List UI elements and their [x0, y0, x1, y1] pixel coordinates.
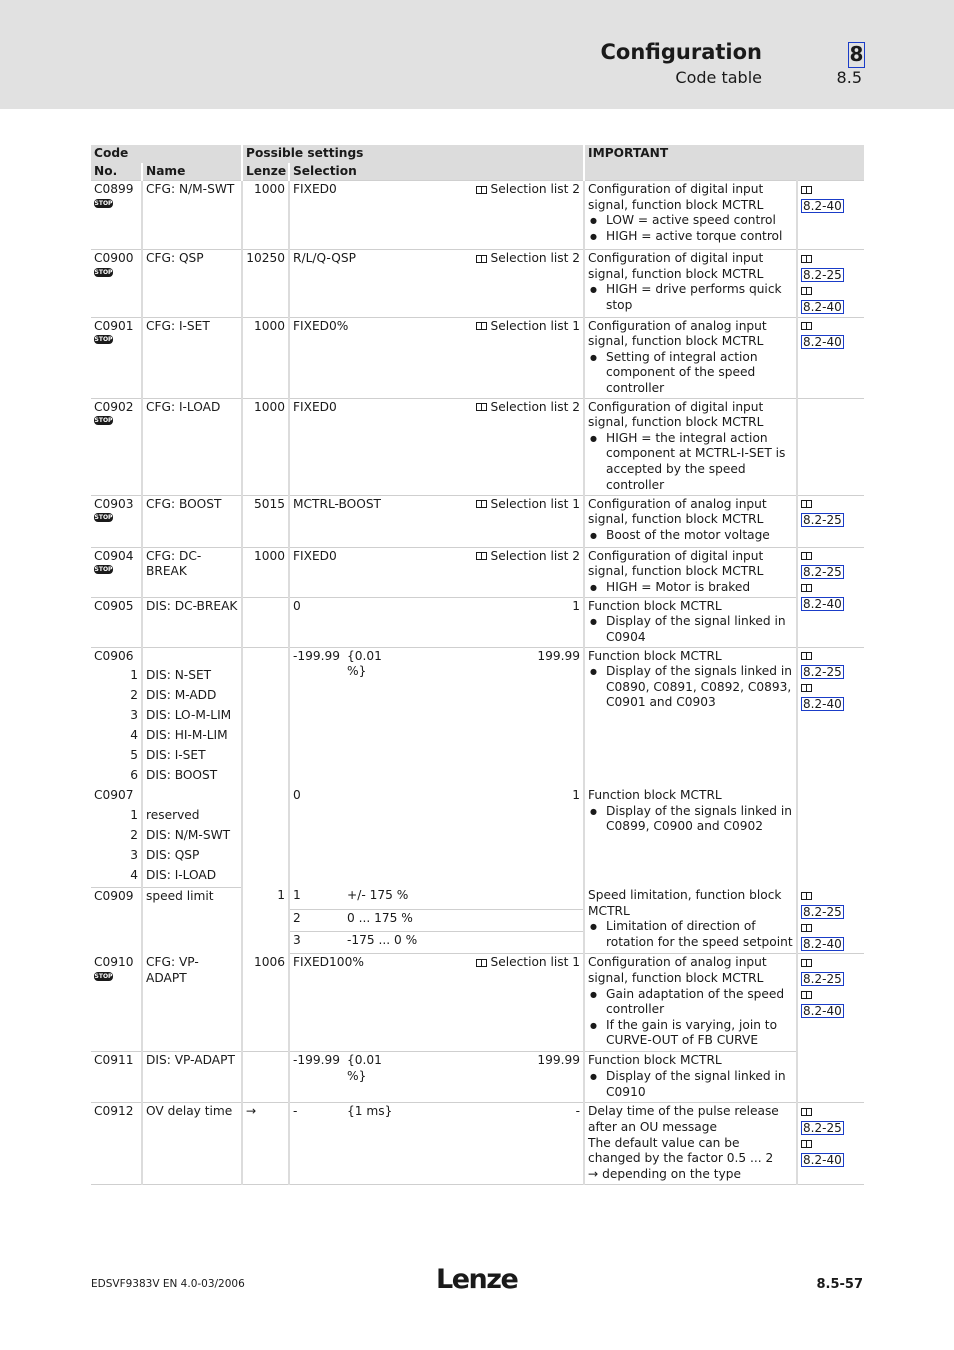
important-text: Configuration of digital input signal, function block MCTRL — [588, 251, 764, 281]
important-note: → depending on the type — [588, 1166, 741, 1181]
reference-link[interactable]: 8.2-40 — [803, 697, 842, 712]
option-label: -175 ... 0 % — [344, 931, 584, 954]
range-min: 0 — [289, 787, 344, 887]
range-max: 199.99 — [537, 648, 581, 663]
book-icon — [476, 322, 487, 330]
option-label: +/- 175 % — [344, 887, 584, 910]
subcode-name: DIS: N-SET — [142, 667, 242, 687]
range-unit — [344, 787, 406, 887]
code-cell — [91, 250, 142, 317]
reference-cell — [797, 787, 864, 887]
important-text: Function block MCTRL — [588, 648, 722, 663]
code-number: C0906 — [94, 648, 134, 663]
book-icon — [801, 684, 812, 692]
header-no: No. — [91, 163, 142, 181]
lenze-value: 1000 — [242, 181, 289, 250]
option-value: 2 — [289, 910, 344, 932]
code-name: OV delay time — [142, 1103, 242, 1185]
important-cell — [584, 887, 797, 954]
range-min: -199.99 — [289, 647, 344, 787]
selection-list-label: Selection list 2 — [490, 548, 581, 563]
bullet-item: ● Display of the signals linked in C0899, C0900 and C0902 — [606, 804, 793, 835]
lenze-value: 1000 — [242, 317, 289, 398]
important-cell — [584, 597, 797, 647]
book-icon — [476, 403, 487, 411]
subcode-index: 6 — [130, 768, 138, 783]
book-icon — [801, 924, 812, 932]
important-cell — [584, 495, 797, 547]
code-number: C0903 — [94, 496, 134, 511]
selection-cell — [289, 547, 584, 597]
header-possible-settings: Possible settings — [242, 145, 584, 163]
code-number: C0901 — [94, 318, 134, 333]
subcode-name: DIS: N/M-SWT — [142, 827, 242, 847]
reference-link[interactable]: 8.2-40 — [803, 299, 842, 314]
option-label: 0 ... 175 % — [344, 910, 584, 932]
lenze-value: 1 — [242, 887, 289, 954]
code-cell — [91, 181, 142, 250]
document-id: EDSVF9383V EN 4.0-03/2006 — [91, 1278, 245, 1290]
table-header-row-1 — [91, 145, 864, 163]
reference-cell — [797, 181, 864, 250]
subcode-name: DIS: QSP — [142, 847, 242, 867]
code-name — [142, 787, 242, 807]
book-icon — [801, 959, 812, 967]
table-row — [91, 181, 864, 250]
reference-cell — [797, 398, 864, 495]
bullet-item: ● If the gain is varying, join to CURVE-OUT of FB CURVE — [606, 1018, 793, 1049]
subcode-index: 5 — [130, 748, 138, 763]
header-name: Name — [142, 163, 242, 181]
stop-icon: STOP — [94, 972, 113, 980]
selection-list-link[interactable] — [476, 497, 580, 513]
table-row — [91, 887, 864, 910]
important-cell — [584, 1103, 797, 1185]
reference-link[interactable]: 8.2-40 — [803, 335, 842, 350]
book-icon — [476, 500, 487, 508]
code-name: DIS: DC-BREAK — [142, 597, 242, 647]
code-name — [142, 647, 242, 667]
reference-cell — [797, 317, 864, 398]
range-min: -199.99 — [289, 1052, 344, 1103]
code-number: C0902 — [94, 399, 134, 414]
lenze-value — [242, 787, 289, 887]
code-cell — [91, 495, 142, 547]
subcode-name: DIS: I-SET — [142, 747, 242, 767]
book-icon — [801, 186, 812, 194]
code-name: CFG: VP-ADAPT — [142, 954, 242, 1052]
table-row — [91, 317, 864, 398]
bullet-item: ● Limitation of direction of rotation for the speed setpoint — [606, 919, 793, 950]
selection-list-label: Selection list 2 — [490, 399, 581, 414]
reference-cell — [797, 495, 864, 547]
range-min: 0 — [293, 598, 301, 613]
selection-value: MCTRL-BOOST — [293, 496, 382, 511]
selection-cell — [289, 495, 584, 547]
code-name: CFG: QSP — [142, 250, 242, 317]
code-number: C0910 — [94, 954, 134, 969]
important-cell — [584, 317, 797, 398]
table-row — [91, 597, 864, 647]
table-row — [91, 1052, 864, 1103]
table-row — [91, 250, 864, 317]
selection-cell — [289, 317, 584, 398]
book-icon — [801, 255, 812, 263]
stop-icon: STOP — [94, 514, 113, 522]
book-icon — [801, 287, 812, 295]
reference-cell — [797, 954, 864, 1103]
bullet-item: ● Display of the signal linked in C0904 — [606, 614, 793, 645]
bullet-item: ● HIGH = the integral action component at MCTRL-I-SET is accepted by the speed controller — [606, 431, 793, 493]
subcode-name: DIS: I-LOAD — [142, 867, 242, 887]
lenze-value: 1000 — [242, 398, 289, 495]
bullet-item: ● Boost of the motor voltage — [606, 528, 793, 544]
selection-value: FIXED0 — [293, 548, 337, 563]
subcode-name: reserved — [142, 807, 242, 827]
book-icon — [801, 552, 812, 560]
code-number: C0909 — [94, 888, 134, 903]
reference-link[interactable]: 8.2-25 — [803, 565, 842, 580]
selection-value: FIXED0 — [293, 182, 337, 197]
reference-link[interactable]: 8.2-40 — [803, 1004, 842, 1019]
important-cell — [584, 250, 797, 317]
book-icon — [801, 322, 812, 330]
page-title: Configuration — [600, 40, 762, 64]
reference-link[interactable]: 8.2-40 — [803, 198, 842, 213]
important-text: Function block MCTRL — [588, 788, 722, 803]
important-text: Function block MCTRL — [588, 598, 722, 613]
important-text: Configuration of digital input signal, function block MCTRL — [588, 182, 764, 212]
book-icon — [801, 652, 812, 660]
reference-cell — [797, 887, 864, 954]
page-number: 8.5-57 — [816, 1277, 863, 1292]
page-header — [0, 0, 954, 109]
range-min: - — [289, 1103, 344, 1185]
table-row — [91, 547, 864, 597]
table-row — [91, 954, 864, 1052]
selection-cell — [289, 398, 584, 495]
stop-icon: STOP — [94, 268, 113, 276]
book-icon — [801, 1108, 812, 1116]
subcode-index: 1 — [130, 668, 138, 683]
range-unit: {1 ms} — [344, 1103, 406, 1185]
selection-list-label: Selection list 2 — [490, 251, 581, 266]
header-lenze: Lenze — [242, 163, 289, 181]
table-row — [91, 398, 864, 495]
table-row — [91, 1103, 864, 1185]
bullet-item: ● HIGH = Motor is braked — [606, 580, 793, 596]
important-text: Delay time of the pulse release after an OU message — [588, 1104, 779, 1135]
subcode-index: 2 — [130, 688, 138, 703]
code-cell — [91, 547, 142, 597]
subcode-index: 1 — [130, 808, 138, 823]
code-name: DIS: VP-ADAPT — [142, 1052, 242, 1103]
lenze-value — [242, 1052, 289, 1103]
selection-list-link[interactable] — [476, 400, 580, 416]
lenze-value: 1006 — [242, 954, 289, 1052]
subcode-index: 3 — [130, 848, 138, 863]
lenze-logo: Lenze — [436, 1264, 518, 1295]
selection-list-label: Selection list 2 — [490, 182, 581, 197]
bullet-item: ● Display of the signals linked in C0890, C0891, C0892, C0893, C0901 and C0903 — [606, 664, 793, 711]
selection-value: FIXED0% — [293, 318, 349, 333]
section-number: 8.5 — [836, 68, 862, 87]
reference-link[interactable]: 8.2-25 — [803, 1121, 842, 1136]
code-number: C0899 — [94, 182, 134, 197]
header-important-empty — [584, 163, 864, 181]
bullet-item: ● Display of the signal linked in C0910 — [606, 1069, 793, 1100]
selection-list-link[interactable] — [476, 955, 580, 971]
book-icon — [801, 1140, 812, 1148]
code-name: CFG: N/M-SWT — [142, 181, 242, 250]
lenze-value — [242, 647, 289, 787]
reference-link[interactable]: 8.2-25 — [803, 904, 842, 919]
page-subtitle: Code table — [675, 68, 762, 87]
code-name: CFG: I-LOAD — [142, 398, 242, 495]
selection-value: FIXED100% — [293, 955, 364, 970]
selection-cell — [289, 954, 584, 1052]
important-text: Configuration of digital input signal, function block MCTRL — [588, 548, 764, 579]
option-value: 3 — [289, 931, 344, 954]
code-number: C0905 — [91, 597, 142, 647]
reference-link[interactable]: 8.2-25 — [803, 513, 842, 528]
bullet-item: ● HIGH = drive performs quick stop — [606, 282, 793, 313]
reference-cell — [797, 250, 864, 317]
range-max: - — [406, 1103, 584, 1185]
code-number: C0911 — [91, 1052, 142, 1103]
important-text: The default value can be changed by the factor 0.5 ... 2 — [588, 1135, 774, 1166]
important-cell — [584, 647, 797, 787]
chapter-number[interactable]: 8 — [849, 42, 864, 66]
selection-list-link[interactable] — [476, 182, 580, 198]
important-text: Configuration of analog input signal, function block MCTRL — [588, 496, 767, 527]
book-icon — [801, 991, 812, 999]
selection-cell — [289, 597, 584, 647]
lenze-value — [242, 597, 289, 647]
reference-link[interactable]: 8.2-25 — [803, 267, 842, 282]
subcode-index: 2 — [130, 828, 138, 843]
selection-list-link[interactable] — [476, 251, 580, 267]
selection-value: FIXED0 — [293, 399, 337, 414]
bullet-item: ● LOW = active speed control — [606, 213, 793, 229]
book-icon — [476, 552, 487, 560]
code-number: C0904 — [94, 548, 134, 563]
table-row — [91, 787, 864, 807]
book-icon — [476, 959, 487, 967]
stop-icon: STOP — [94, 199, 113, 207]
important-cell — [584, 398, 797, 495]
reference-link[interactable]: 8.2-25 — [803, 665, 842, 680]
subcode-index: 3 — [130, 708, 138, 723]
header-important: IMPORTANT — [584, 145, 864, 163]
lenze-value: → — [242, 1103, 289, 1185]
important-text: Configuration of digital input signal, function block MCTRL — [588, 399, 764, 430]
header-code: Code — [91, 145, 242, 163]
reference-link[interactable]: 8.2-40 — [803, 1153, 842, 1168]
important-cell — [584, 787, 797, 887]
code-name: speed limit — [142, 887, 242, 954]
code-number: C0912 — [91, 1103, 142, 1185]
stop-icon: STOP — [94, 336, 113, 344]
range-max: 1 — [572, 598, 581, 613]
subcode-name: DIS: HI-M-LIM — [142, 727, 242, 747]
reference-link[interactable]: 8.2-25 — [803, 972, 842, 987]
selection-list-link[interactable] — [476, 319, 580, 335]
important-cell — [584, 1052, 797, 1103]
code-number: C0907 — [94, 788, 134, 803]
subcode-name: DIS: BOOST — [142, 767, 242, 787]
bullet-item: ● Setting of integral action component of the speed controller — [606, 350, 793, 397]
option-value: 1 — [289, 887, 344, 910]
subcode-index: 4 — [106, 867, 142, 887]
selection-cell — [289, 181, 584, 250]
table-header-row-2 — [91, 163, 864, 181]
code-cell — [91, 317, 142, 398]
lenze-value: 5015 — [242, 495, 289, 547]
reference-link[interactable]: 8.2-40 — [803, 936, 842, 951]
stop-icon: STOP — [94, 417, 113, 425]
selection-cell — [289, 250, 584, 317]
range-max: 199.99 — [406, 1052, 584, 1103]
reference-cell — [797, 547, 864, 647]
important-cell — [584, 954, 797, 1052]
book-icon — [801, 584, 812, 592]
table-row — [91, 495, 864, 547]
selection-list-label: Selection list 1 — [490, 496, 581, 511]
header-selection: Selection — [289, 163, 584, 181]
code-cell — [91, 398, 142, 495]
selection-list-label: Selection list 1 — [490, 318, 581, 333]
selection-value: R/L/Q-QSP — [293, 251, 356, 266]
book-icon — [801, 500, 812, 508]
subcode-index: 4 — [130, 728, 138, 743]
code-table — [91, 145, 864, 1185]
subcode-name: DIS: M-ADD — [142, 687, 242, 707]
table-row — [91, 647, 864, 667]
important-text: Configuration of analog input signal, function block MCTRL — [588, 318, 767, 349]
important-text: Configuration of analog input signal, function block MCTRL — [588, 955, 767, 986]
important-text: Function block MCTRL — [588, 1053, 722, 1068]
code-name: CFG: DC-BREAK — [142, 547, 242, 597]
range-max: 1 — [572, 788, 581, 803]
book-icon — [801, 892, 812, 900]
subcode-name: DIS: LO-M-LIM — [142, 707, 242, 727]
stop-icon: STOP — [94, 566, 113, 574]
code-name: CFG: BOOST — [142, 495, 242, 547]
bullet-item: ● Gain adaptation of the speed controller — [606, 987, 793, 1018]
code-number: C0900 — [94, 251, 134, 266]
range-unit: {0.01 %} — [344, 1052, 406, 1103]
selection-list-link[interactable] — [476, 549, 580, 565]
important-text: Speed limitation, function block MCTRL — [588, 888, 782, 918]
book-icon — [476, 255, 487, 263]
important-cell — [584, 547, 797, 597]
reference-link[interactable]: 8.2-40 — [803, 597, 842, 612]
important-cell — [584, 181, 797, 250]
lenze-value: 10250 — [242, 250, 289, 317]
selection-list-label: Selection list 1 — [490, 955, 581, 970]
code-cell — [91, 954, 142, 1052]
lenze-value: 1000 — [242, 547, 289, 597]
range-unit: {0.01 %} — [347, 648, 382, 679]
reference-cell — [797, 647, 864, 787]
code-name: CFG: I-SET — [142, 317, 242, 398]
book-icon — [476, 186, 487, 194]
reference-cell — [797, 1103, 864, 1185]
bullet-item: ● HIGH = active torque control — [606, 229, 793, 245]
